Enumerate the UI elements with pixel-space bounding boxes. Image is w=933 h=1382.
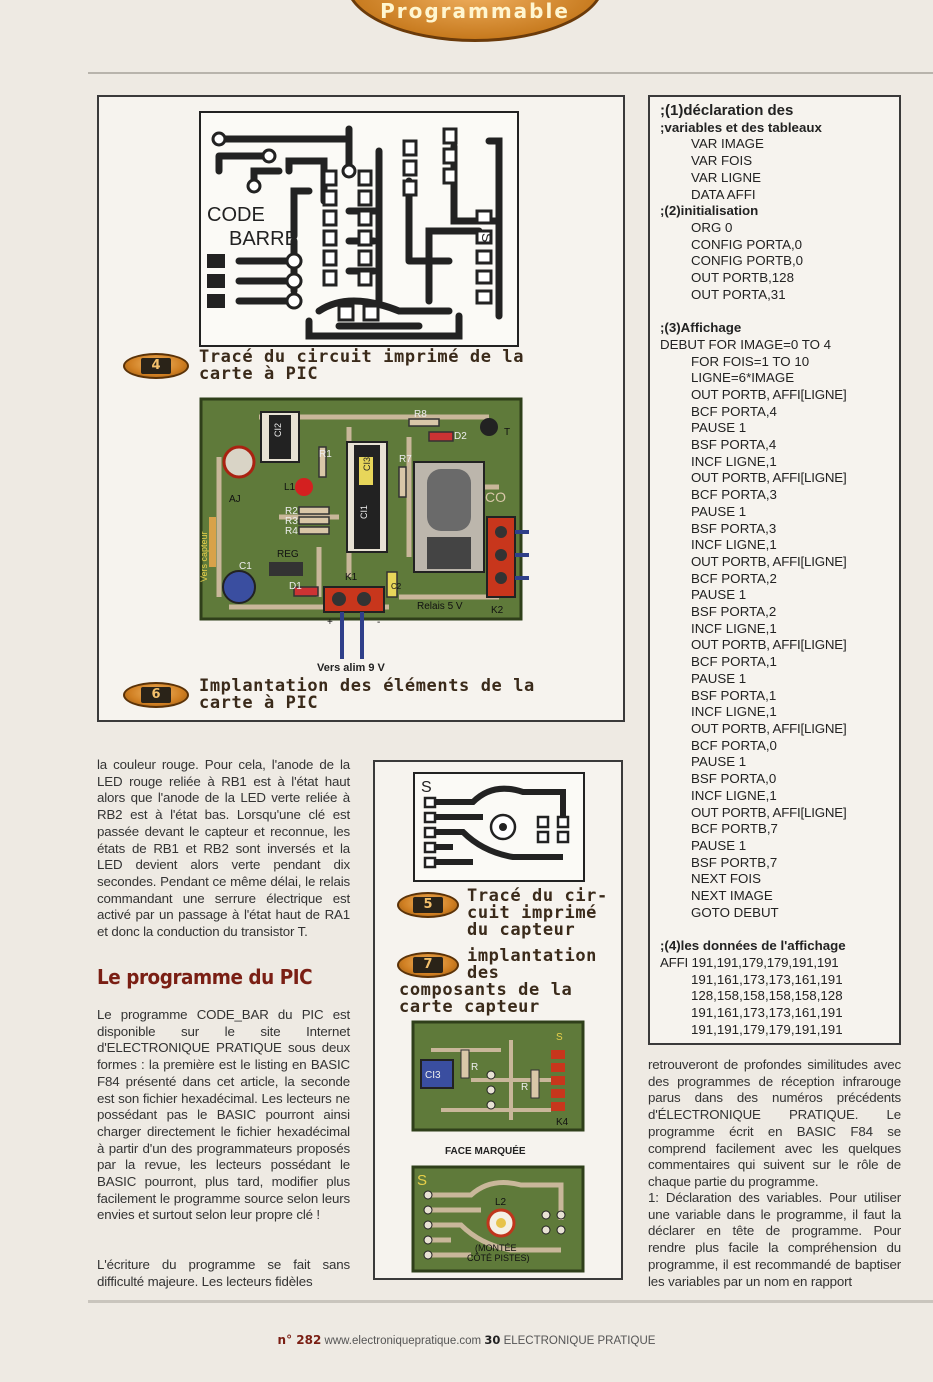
figure-6-caption-line2: carte à PIC xyxy=(199,693,319,713)
component-layout-sensor-copper-side xyxy=(411,1165,587,1275)
code-line: PAUSE 1 xyxy=(691,503,747,519)
label-minus: - xyxy=(377,617,381,628)
paragraph-program-availability: Le programme CODE_BAR du PIC est disponible sur le site Internet d'ELECTRONIQUE PRATIQUE sous deux formes : la première est le listing en BASIC F84 présenté dans cet article, la seconde est son fichier hexadécimal. Les lecteurs ne possédant pas le BASIC pourront ainsi charger directement le fichier hexadécimal à partir d'un des programmateurs proposés par la revue, les lecteurs possédant le BASIC pourront, plus tard, modifier plus facilement le programme source selon leurs envies et surtout selon leur propre clé ! xyxy=(97,1007,350,1223)
label-r4: R4 xyxy=(285,526,298,537)
code-line: BSF PORTB,7 xyxy=(691,854,778,870)
bottom-rule xyxy=(88,1300,933,1303)
figure-panel-pic xyxy=(97,95,625,722)
footer-website: www.electroniquepratique.com xyxy=(324,1335,482,1347)
label-l2: L2 xyxy=(495,1197,507,1208)
code-line: BCF PORTA,0 xyxy=(691,737,777,753)
code-line: DEBUT FOR IMAGE=0 TO 4 xyxy=(660,336,832,352)
code-line: BCF PORTA,2 xyxy=(691,570,777,586)
figure-5-caption xyxy=(397,888,608,939)
pcb-label-s-sensor: S xyxy=(421,779,432,796)
code-line: BCF PORTB,7 xyxy=(691,821,778,837)
label-r2: R2 xyxy=(285,506,298,517)
label-r-sensor: R xyxy=(471,1062,479,1073)
label-aj: AJ xyxy=(229,494,241,505)
paragraph-similarities: retrouveront de profondes similitudes avec des programmes de réception infrarouge parus dans des numéros précédents d'ÉLECTRONIQUE PRATIQUE. Le programme écrit en BASIC F84 se comprend facilement avec les quelques commentaires qui suivent sur le rôle de chaque partie du programme. xyxy=(648,1057,901,1189)
code-line: VAR FOIS xyxy=(691,153,753,169)
section-tab-label: Programmable xyxy=(380,0,570,23)
section-tab xyxy=(345,0,605,42)
code-comment-1b: ;variables et des tableaux xyxy=(660,119,822,135)
code-line: INCF LIGNE,1 xyxy=(691,704,777,720)
figure-4-caption-line1: Tracé du circuit imprimé de la xyxy=(199,347,525,367)
code-line: OUT PORTB, AFFI[LIGNE] xyxy=(691,637,847,653)
label-r3: R3 xyxy=(285,516,298,527)
label-face-marquee: FACE MARQUÉE xyxy=(445,1146,526,1157)
component-layout-pic-board xyxy=(199,397,529,677)
figure-panel-sensor xyxy=(373,760,623,1280)
label-alim: Vers alim 9 V xyxy=(317,662,385,674)
code-line: OUT PORTA,31 xyxy=(691,286,786,302)
figure-6-caption-line1: Implantation des éléments de la xyxy=(199,676,535,696)
code-blank-line xyxy=(660,921,889,938)
code-comment-3: ;(3)Affichage xyxy=(660,320,742,336)
code-line: DATA AFFI xyxy=(691,186,756,202)
code-line: CONFIG PORTB,0 xyxy=(691,253,804,269)
code-line: BCF PORTA,3 xyxy=(691,487,777,503)
page-footer xyxy=(0,1333,933,1347)
label-co: CO xyxy=(485,489,506,505)
code-data-line: 128,158,158,158,158,128 xyxy=(691,988,843,1004)
label-l1: L1 xyxy=(284,482,296,493)
section-heading: Le programme du PIC xyxy=(97,965,313,989)
label-montee: (MONTÉE xyxy=(475,1243,517,1253)
code-comment-2: ;(2)initialisation xyxy=(660,203,759,219)
code-line: PAUSE 1 xyxy=(691,670,747,686)
label-cote-pistes: CÔTÉ PISTES) xyxy=(467,1253,530,1263)
figure-4-badge xyxy=(123,353,189,379)
code-line: BCF PORTA,1 xyxy=(691,654,777,670)
label-c2: C2 xyxy=(391,582,402,591)
figure-5-badge xyxy=(397,892,459,918)
footer-page-number: 30 xyxy=(484,1333,501,1347)
footer-magazine: ELECTRONIQUE PRATIQUE xyxy=(503,1335,656,1347)
pcb-label-code: CODE xyxy=(207,204,265,226)
label-k4: K4 xyxy=(556,1117,569,1128)
code-listing xyxy=(648,95,901,1045)
label-ci2: CI2 xyxy=(273,422,283,437)
figure-7-caption-line1: implantation xyxy=(467,946,598,966)
figure-7-caption-line2: des xyxy=(467,963,500,983)
code-line: BSF PORTA,4 xyxy=(691,437,777,453)
figure-7-number: 7 xyxy=(413,957,443,973)
code-line: OUT PORTB, AFFI[LIGNE] xyxy=(691,470,847,486)
code-line: OUT PORTB, AFFI[LIGNE] xyxy=(691,804,847,820)
code-line: ORG 0 xyxy=(691,219,733,235)
label-d1: D1 xyxy=(289,581,302,592)
code-line: CONFIG PORTA,0 xyxy=(691,236,803,252)
code-line: OUT PORTB, AFFI[LIGNE] xyxy=(691,386,847,402)
code-line: INCF LIGNE,1 xyxy=(691,453,777,469)
code-line: VAR LIGNE xyxy=(691,169,761,185)
figure-6-badge xyxy=(123,682,189,708)
label-ci3: CI3 xyxy=(362,456,372,471)
label-reg: REG xyxy=(277,549,299,560)
label-r7: R7 xyxy=(399,454,412,465)
code-line: VAR IMAGE xyxy=(691,136,764,152)
code-line: LIGNE=6*IMAGE xyxy=(691,370,795,386)
figure-7-caption-line3: composants de la xyxy=(399,980,573,1000)
label-s-sensor: S xyxy=(556,1032,563,1043)
label-vers-capteur: Vers capteur xyxy=(199,531,209,582)
figure-4-number: 4 xyxy=(141,358,171,374)
figure-7-badge xyxy=(397,952,459,978)
code-line: BSF PORTA,2 xyxy=(691,604,777,620)
code-line: BSF PORTA,1 xyxy=(691,687,777,703)
figure-5-caption-line2: cuit imprimé xyxy=(467,903,598,923)
code-data-line: 191,161,173,173,161,191 xyxy=(691,971,843,987)
code-data-line: 191,161,173,173,161,191 xyxy=(691,1004,843,1020)
top-rule xyxy=(88,72,933,74)
label-d2: D2 xyxy=(454,431,467,442)
pcb-trace-pic-board xyxy=(199,111,519,347)
code-line: GOTO DEBUT xyxy=(691,904,779,920)
label-ci3-sensor: CI3 xyxy=(425,1070,441,1081)
label-r8: R8 xyxy=(414,409,427,420)
code-line: BSF PORTA,0 xyxy=(691,771,777,787)
code-line: NEXT FOIS xyxy=(691,871,761,887)
code-line: PAUSE 1 xyxy=(691,587,747,603)
footer-issue: n° 282 xyxy=(277,1333,322,1347)
code-data-line: 191,191,179,179,191,191 xyxy=(691,1021,843,1037)
figure-5-caption-line3: du capteur xyxy=(467,920,576,940)
code-line: NEXT IMAGE xyxy=(691,888,773,904)
paragraph-program-writing: L'écriture du programme se fait sans difficulté majeure. Les lecteurs fidèles xyxy=(97,1257,350,1289)
code-data-line: AFFI 191,191,179,179,191,191 xyxy=(660,954,839,970)
figure-4-caption-line2: carte à PIC xyxy=(199,364,319,384)
label-r1: R1 xyxy=(319,449,332,460)
label-relais: Relais 5 V xyxy=(417,601,463,612)
code-line: PAUSE 1 xyxy=(691,754,747,770)
figure-7-caption xyxy=(397,948,617,1016)
code-line: OUT PORTB, AFFI[LIGNE] xyxy=(691,553,847,569)
code-blank-line xyxy=(660,303,889,320)
label-k2: K2 xyxy=(491,605,504,616)
pcb-trace-sensor-board xyxy=(413,772,585,882)
code-line: INCF LIGNE,1 xyxy=(691,537,777,553)
paragraph-led-state: la couleur rouge. Pour cela, l'anode de la LED rouge reliée à RB1 est à l'état haut alors que l'anode de la LED verte reliée à RB2 est à l'état bas. Lorsqu'une clé est passée devant le capteur et reconnue, les états de RB1 et RB2 sont inversés et la LED devient alors verte pendant dix secondes. Pendant ce même délai, le relais commandant une serrure électrique est activé par un passage à l'état haut de RA1 et donc la conduction du transistor T. xyxy=(97,757,350,940)
figure-6-caption xyxy=(123,678,535,712)
component-layout-sensor-board xyxy=(411,1020,587,1160)
code-line: OUT PORTB,128 xyxy=(691,270,794,286)
figure-7-caption-line4: carte capteur xyxy=(399,997,540,1017)
label-k1: K1 xyxy=(345,572,358,583)
figure-5-caption-line1: Tracé du cir- xyxy=(467,886,608,906)
label-c1: C1 xyxy=(239,561,252,572)
paragraph-declarations: 1: Déclaration des variables. Pour utiliser une variable dans le programme, il faut la déclarer en tête de programme. Pour rendre plus facile la compréhension du programme, il est recommandé de baptiser les variables par un nom en rapport xyxy=(648,1190,901,1289)
code-line: PAUSE 1 xyxy=(691,837,747,853)
figure-6-number: 6 xyxy=(141,687,171,703)
code-comment-4: ;(4)les données de l'affichage xyxy=(660,938,846,954)
code-line: PAUSE 1 xyxy=(691,420,747,436)
label-plus: + xyxy=(327,617,333,628)
code-line: BSF PORTA,3 xyxy=(691,520,777,536)
pcb-label-s: S xyxy=(479,233,495,243)
code-line: OUT PORTB, AFFI[LIGNE] xyxy=(691,721,847,736)
code-line: FOR FOIS=1 TO 10 xyxy=(691,353,810,369)
code-line: INCF LIGNE,1 xyxy=(691,620,777,636)
label-s-copper: S xyxy=(417,1172,428,1189)
figure-5-number: 5 xyxy=(413,897,443,913)
code-line: INCF LIGNE,1 xyxy=(691,787,777,803)
code-line: BCF PORTA,4 xyxy=(691,403,777,419)
figure-4-caption xyxy=(123,349,524,383)
code-comment-1a: ;(1)déclaration des xyxy=(660,102,794,119)
label-t: T xyxy=(504,427,511,438)
label-r-sensor-b: R xyxy=(521,1082,529,1093)
label-ci1: CI1 xyxy=(359,504,369,519)
pcb-label-barre: BARRE xyxy=(229,228,298,250)
